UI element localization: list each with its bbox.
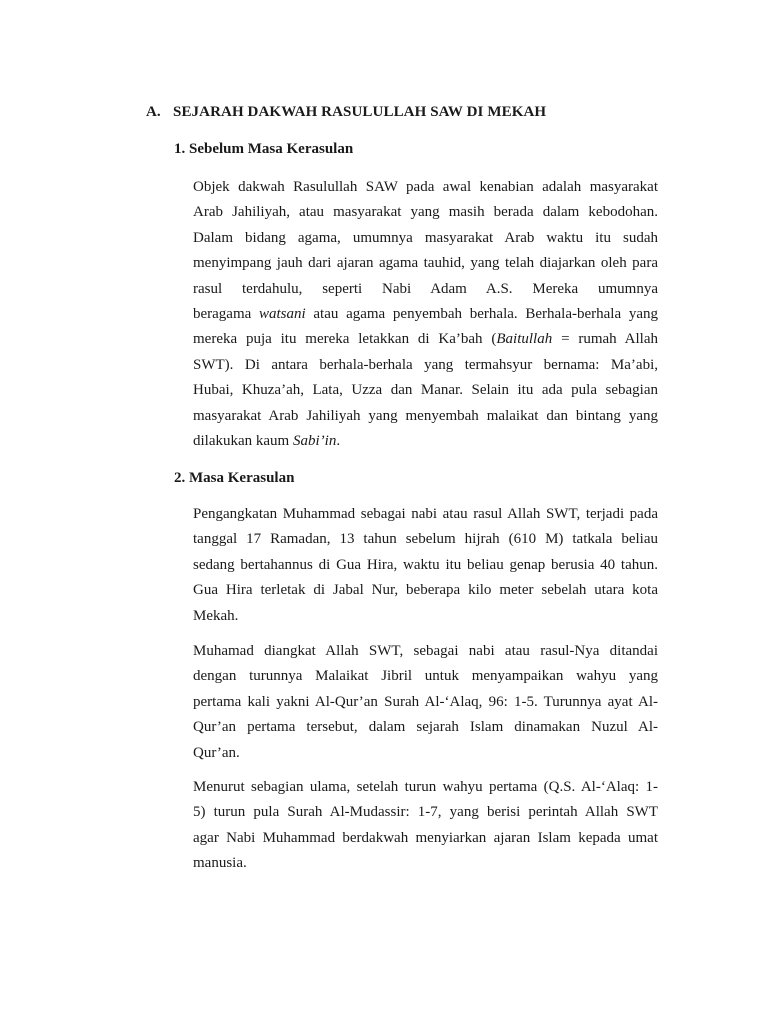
text-fragment: mereka puja itu mereka letakkan di Ka’bah (: [193, 331, 497, 348]
italic-term-baitullah: Baitullah: [496, 331, 553, 348]
paragraph-line: SWT). Di antara berhala-berhala yang termahsyur bernama: Ma’abi,: [193, 356, 658, 373]
paragraph-line: Gua Hira terletak di Jabal Nur, beberapa kilo meter sebelah utara kota: [193, 582, 658, 599]
paragraph-line: Mekah.: [193, 607, 239, 624]
paragraph-line: sedang bertahannus di Gua Hira, waktu itu beliau genap berusia 40 tahun.: [193, 556, 658, 573]
italic-term-watsani: watsani: [259, 306, 306, 323]
section-letter: A.: [146, 104, 161, 120]
paragraph-line-sabiin: [193, 429, 658, 454]
paragraph-pengangkatan: [193, 502, 658, 629]
section-title: SEJARAH DAKWAH RASULULLAH SAW DI MEKAH: [173, 104, 547, 120]
paragraph-line: Qur’an pertama tersebut, dalam sejarah Islam dinamakan Nuzul Al-: [193, 719, 658, 736]
paragraph-line: Qur’an.: [193, 744, 240, 761]
paragraph-line: rasul terdahulu, seperti Nabi Adam A.S. Mereka umumnya: [193, 280, 658, 297]
paragraph-line: Dalam bidang agama, umumnya masyarakat Arab waktu itu sudah: [193, 229, 658, 246]
paragraph-sebelum-kerasulan: [193, 175, 658, 454]
subheading-masa-kerasulan: 2. Masa Kerasulan: [174, 470, 295, 486]
paragraph-line: Muhamad diangkat Allah SWT, sebagai nabi atau rasul-Nya ditandai: [193, 643, 658, 659]
text-fragment: beragama: [193, 306, 259, 323]
paragraph-muhamad-diangkat: [193, 639, 658, 766]
paragraph-line: menyimpang jauh dari ajaran agama tauhid, yang telah diajarkan oleh para: [193, 255, 658, 272]
paragraph-line: 5) turun pula Surah Al-Mudassir: 1-7, yang berisi perintah Allah SWT: [193, 804, 658, 821]
text-fragment: .: [336, 433, 341, 450]
paragraph-line: Menurut sebagian ulama, setelah turun wahyu pertama (Q.S. Al-‘Alaq: 1-: [193, 779, 658, 795]
paragraph-line: dengan turunnya Malaikat Jibril untuk menyampaikan wahyu yang: [193, 668, 658, 685]
text-fragment: atau agama penyembah berhala. Berhala-berhala yang: [305, 306, 658, 323]
paragraph-line: Hubai, Khuza’ah, Lata, Uzza dan Manar. Selain itu ada pula sebagian: [193, 382, 658, 399]
italic-term-sabiin: Sabi’in: [292, 433, 337, 450]
paragraph-line: pertama kali yakni Al-Qur’an Surah Al-‘Alaq, 96: 1-5. Turunnya ayat Al-: [193, 693, 658, 710]
section-heading-a: [146, 104, 546, 121]
paragraph-line: Arab Jahiliyah, atau masyarakat yang masih berada dalam kebodohan.: [193, 204, 658, 221]
paragraph-line: Objek dakwah Rasulullah SAW pada awal kenabian adalah masyarakat: [193, 179, 658, 195]
paragraph-line-watsani: [193, 302, 658, 327]
paragraph-line: masyarakat Arab Jahiliyah yang menyembah malaikat dan bintang yang: [193, 407, 658, 424]
paragraph-line-baitullah: [193, 327, 658, 352]
paragraph-line: manusia.: [193, 855, 247, 872]
text-fragment: dilakukan kaum: [193, 433, 293, 450]
paragraph-line: Pengangkatan Muhammad sebagai nabi atau rasul Allah SWT, terjadi pada: [193, 506, 658, 522]
subheading-sebelum-masa-kerasulan: 1. Sebelum Masa Kerasulan: [174, 141, 354, 157]
paragraph-line: tanggal 17 Ramadan, 13 tahun sebelum hijrah (610 M) tatkala beliau: [193, 531, 658, 548]
text-fragment: = rumah Allah: [552, 331, 659, 348]
paragraph-line: agar Nabi Muhammad berdakwah menyiarkan ajaran Islam kepada umat: [193, 829, 658, 846]
paragraph-menurut-ulama: [193, 775, 658, 877]
